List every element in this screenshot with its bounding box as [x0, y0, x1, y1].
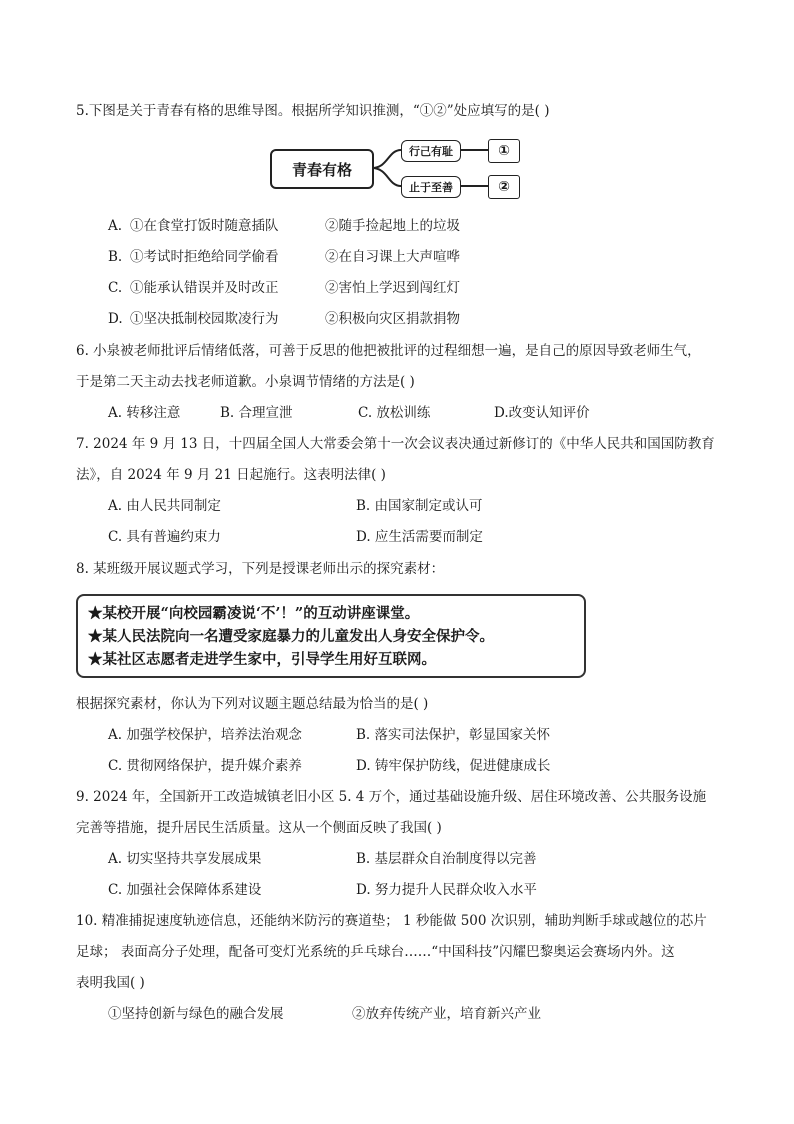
q9-option-b: B. 基层群众自治制度得以完善	[356, 851, 537, 867]
q8-material-2: ★某人民法院向一名遭受家庭暴力的儿童发出人身安全保护令。	[88, 628, 494, 645]
mind-map-branch-2: 止于至善	[401, 176, 461, 198]
q9-option-a: A. 切实坚持共享发展成果	[108, 851, 262, 867]
mind-map-connectors	[0, 0, 794, 220]
q6-option-b: B. 合理宣泄	[220, 405, 293, 421]
q9-stem-line-2: 完善等措施，提升居民生活质量。这从一个侧面反映了我国( )	[76, 820, 442, 836]
q8-option-a: A. 加强学校保护，培养法治观念	[108, 727, 302, 743]
q7-stem-line-1: 7. 2024 年 9 月 13 日，十四届全国人大常委会第十一次会议表决通过新修订的《中华人民共和国国防教育	[76, 436, 715, 452]
q9-option-c: C. 加强社会保障体系建设	[108, 882, 262, 898]
q10-stem-line-3: 表明我国( )	[76, 975, 145, 991]
q7-option-b: B. 由国家制定或认可	[356, 498, 483, 514]
q8-option-b: B. 落实司法保护，彰显国家关怀	[356, 727, 551, 743]
q10-stem-line-1: 10. 精准捕捉速度轨迹信息，还能纳米防污的赛道垫； 1 秒能做 500 次识别，辅助判断手球或越位的芯片	[76, 913, 707, 929]
q10-option-1: ①坚持创新与绿色的融合发展	[108, 1006, 284, 1022]
q8-material-box	[76, 594, 586, 678]
q7-stem-line-2: 法》，自 2024 年 9 月 21 日起施行。这表明法律( )	[76, 467, 386, 483]
q8-material-1: ★某校开展“向校园霸凌说‘不’！”的互动讲座课堂。	[88, 605, 420, 622]
q7-option-d: D. 应生活需要而制定	[356, 529, 483, 545]
q8-option-d: D. 铸牢保护防线，促进健康成长	[356, 758, 551, 774]
q8-stem: 8. 某班级开展议题式学习，下列是授课老师出示的探究素材：	[76, 561, 445, 577]
q5-stem: 5.下图是关于青春有格的思维导图。根据所学知识推测，“①②”处应填写的是( )	[76, 103, 550, 119]
q6-option-d: D.改变认知评价	[494, 405, 590, 421]
q10-option-2: ②放弃传统产业，培育新兴产业	[352, 1006, 541, 1022]
q7-option-c: C. 具有普遍约束力	[108, 529, 221, 545]
q10-stem-line-2: 足球； 表面高分子处理，配备可变灯光系统的乒乓球台……“中国科技”闪耀巴黎奥运会赛场内外。这	[76, 944, 675, 960]
mind-map-branch-1: 行己有耻	[401, 140, 461, 162]
mind-map-slot-1: ①	[488, 139, 520, 163]
q6-option-a: A. 转移注意	[108, 405, 181, 421]
q8-option-c: C. 贯彻网络保护，提升媒介素养	[108, 758, 302, 774]
q8-material-3: ★某社区志愿者走进学生家中，引导学生用好互联网。	[88, 651, 436, 668]
q6-option-c: C. 放松训练	[358, 405, 431, 421]
q9-option-d: D. 努力提升人民群众收入水平	[356, 882, 537, 898]
mind-map-root: 青春有格	[270, 149, 374, 189]
q7-option-a: A. 由人民共同制定	[108, 498, 221, 514]
q8-question: 根据探究素材，你认为下列对议题主题总结最为恰当的是( )	[76, 696, 429, 712]
q9-stem-line-1: 9. 2024 年，全国新开工改造城镇老旧小区 5. 4 万个，通过基础设施升级、居住环境改善、公共服务设施	[76, 789, 707, 805]
q6-stem-line-2: 于是第二天主动去找老师道歉。小泉调节情绪的方法是( )	[76, 374, 415, 390]
mind-map-slot-2: ②	[488, 175, 520, 199]
q6-stem-line-1: 6. 小泉被老师批评后情绪低落，可善于反思的他把被批评的过程细想一遍，是自己的原因导致老师生气，	[76, 343, 701, 359]
